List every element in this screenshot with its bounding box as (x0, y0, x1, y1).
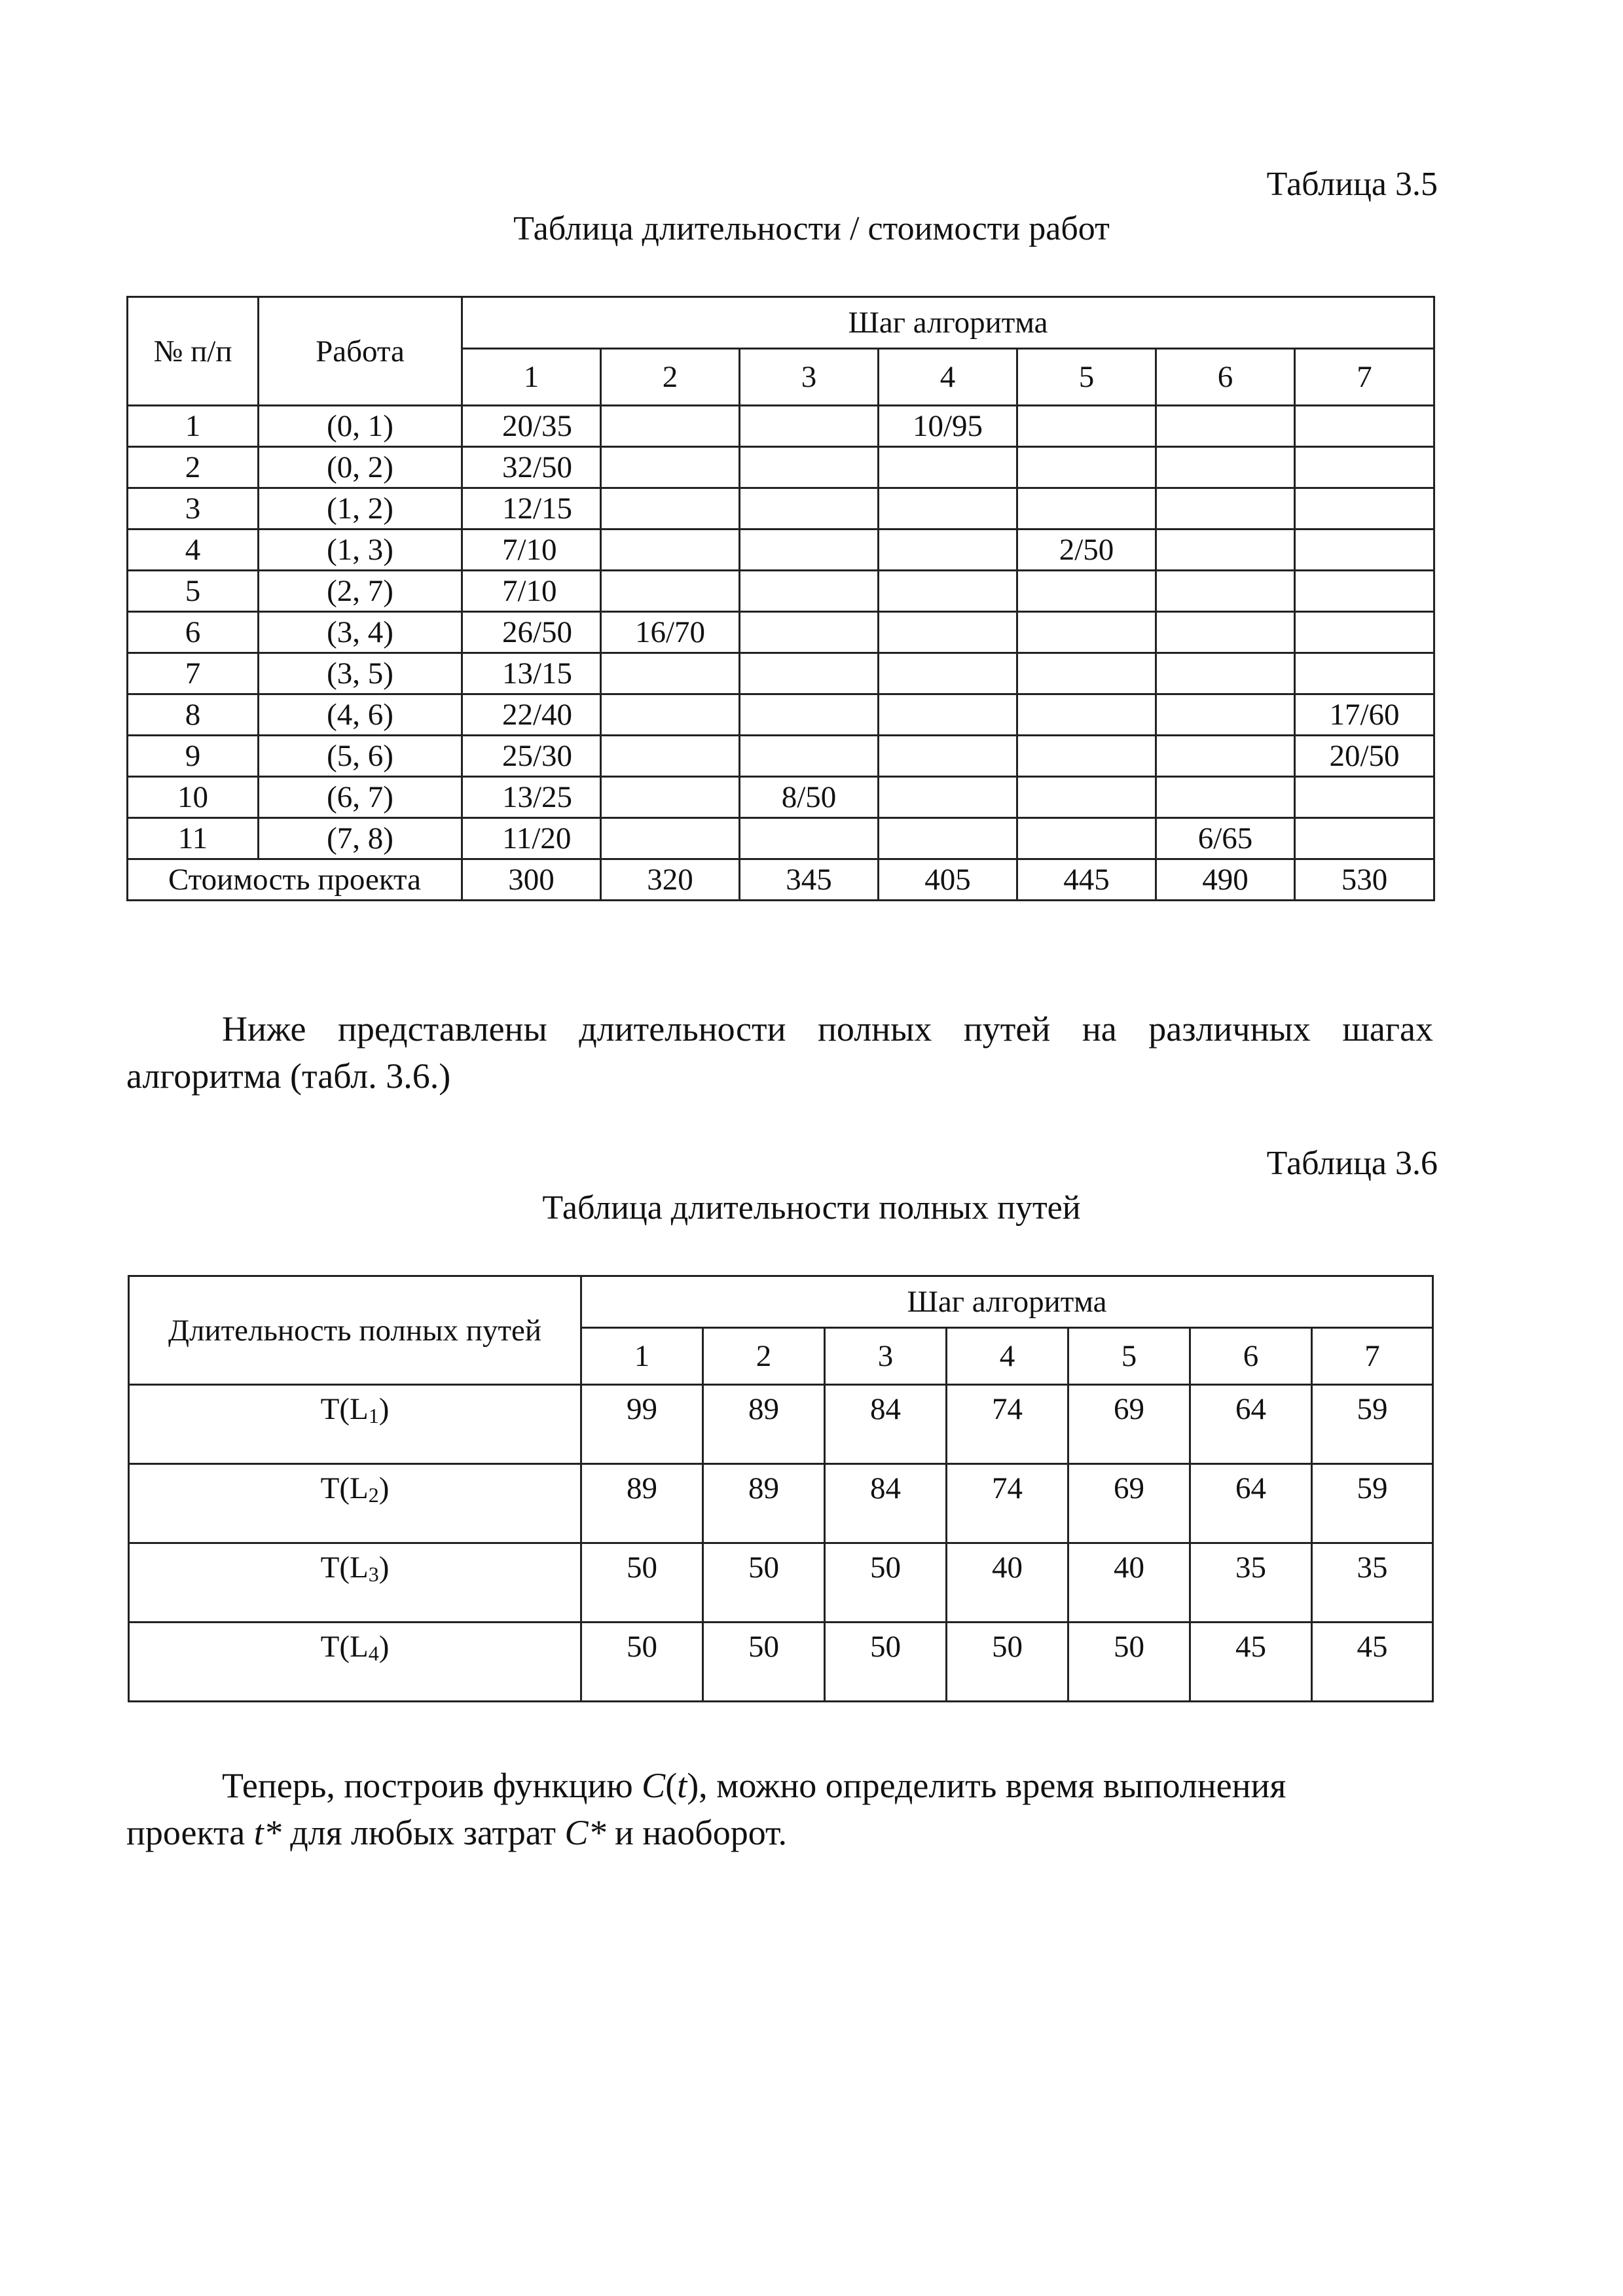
duration-cost-cell: 16/70 (601, 612, 740, 653)
path-label-text: T(L (320, 1551, 369, 1585)
duration-cost-cell (1017, 612, 1156, 653)
function-symbol: C (642, 1766, 666, 1805)
header-algorithm-step: Шаг алгоритма (462, 297, 1434, 349)
step-header: 5 (1017, 349, 1156, 406)
duration-cost-cell: 20/35 (462, 406, 601, 447)
step-header: 4 (947, 1328, 1068, 1385)
duration-cost-cell (1017, 406, 1156, 447)
table-row (128, 612, 1434, 653)
path-duration-cell: 45 (1312, 1623, 1433, 1702)
duration-cost-cell (879, 612, 1017, 653)
duration-cost-cell (601, 818, 740, 859)
paragraph-line (126, 1762, 1433, 1809)
path-duration-cell: 99 (581, 1385, 703, 1464)
duration-cost-cell (1017, 653, 1156, 694)
path-duration-cell: 59 (1312, 1464, 1433, 1543)
row-number: 8 (128, 694, 259, 736)
path-duration-cell: 40 (947, 1543, 1068, 1623)
step-header: 3 (825, 1328, 947, 1385)
table-3-5-caption: Таблица длительности / стоимости работ (513, 210, 1110, 247)
path-index: 1 (368, 1404, 379, 1427)
row-number: 3 (128, 488, 259, 529)
duration-cost-cell (1295, 612, 1434, 653)
row-work: (5, 6) (259, 736, 462, 777)
row-work: (7, 8) (259, 818, 462, 859)
table-3-6 (128, 1275, 1434, 1702)
duration-cost-cell (601, 571, 740, 612)
header-number: № п/п (128, 297, 259, 406)
paragraph-conclusion (126, 1762, 1433, 1856)
table-3-6-caption: Таблица длительности полных путей (542, 1189, 1081, 1227)
duration-cost-cell (740, 406, 879, 447)
header-path-duration: Длительность полных путей (129, 1276, 581, 1385)
path-duration-cell: 50 (825, 1543, 947, 1623)
path-duration-cell: 35 (1190, 1543, 1312, 1623)
duration-cost-cell (1295, 818, 1434, 859)
path-duration-cell: 89 (703, 1385, 825, 1464)
table-row (128, 736, 1434, 777)
path-duration-cell: 64 (1190, 1464, 1312, 1543)
table-row (128, 818, 1434, 859)
table-3-6-body (129, 1385, 1433, 1702)
project-cost-label: Стоимость проекта (128, 859, 462, 901)
duration-cost-cell (1017, 777, 1156, 818)
duration-cost-cell (1295, 447, 1434, 488)
path-duration-cell: 50 (703, 1543, 825, 1623)
row-number: 1 (128, 406, 259, 447)
duration-cost-cell (1295, 571, 1434, 612)
row-work: (0, 1) (259, 406, 462, 447)
duration-cost-cell: 10/95 (879, 406, 1017, 447)
duration-cost-cell (1156, 777, 1295, 818)
duration-cost-cell (740, 653, 879, 694)
duration-cost-cell (601, 488, 740, 529)
step-header: 6 (1156, 349, 1295, 406)
project-cost-value: 530 (1295, 859, 1434, 901)
duration-cost-cell: 20/50 (1295, 736, 1434, 777)
duration-cost-cell: 11/20 (462, 818, 601, 859)
table-row (128, 447, 1434, 488)
duration-cost-cell (601, 406, 740, 447)
duration-cost-cell (879, 694, 1017, 736)
duration-cost-cell (740, 571, 879, 612)
path-label-text: T(L (320, 1471, 369, 1505)
duration-cost-cell (879, 447, 1017, 488)
path-duration-cell: 45 (1190, 1623, 1312, 1702)
duration-cost-cell (740, 447, 879, 488)
project-cost-value: 300 (462, 859, 601, 901)
step-header: 5 (1068, 1328, 1190, 1385)
table-row (128, 571, 1434, 612)
path-duration-cell: 84 (825, 1464, 947, 1543)
duration-cost-cell (1017, 818, 1156, 859)
duration-cost-cell (1295, 488, 1434, 529)
row-number: 11 (128, 818, 259, 859)
step-header: 3 (740, 349, 879, 406)
table-row (128, 653, 1434, 694)
duration-cost-cell: 7/10 (462, 571, 601, 612)
duration-cost-cell (1156, 529, 1295, 571)
path-duration-cell: 69 (1068, 1464, 1190, 1543)
row-work: (1, 2) (259, 488, 462, 529)
duration-cost-cell: 13/25 (462, 777, 601, 818)
duration-cost-cell (740, 736, 879, 777)
duration-cost-cell (879, 571, 1017, 612)
path-duration-cell: 84 (825, 1385, 947, 1464)
duration-cost-cell: 32/50 (462, 447, 601, 488)
table-3-5-body (128, 406, 1434, 859)
duration-cost-cell (601, 447, 740, 488)
duration-cost-cell (1156, 694, 1295, 736)
duration-cost-cell (1295, 406, 1434, 447)
row-number: 5 (128, 571, 259, 612)
path-duration-cell: 74 (947, 1385, 1068, 1464)
duration-cost-cell (740, 612, 879, 653)
path-label (129, 1385, 581, 1464)
project-cost-value: 320 (601, 859, 740, 901)
duration-cost-cell (1156, 406, 1295, 447)
variable-symbol: t (677, 1766, 687, 1805)
duration-cost-cell (879, 818, 1017, 859)
path-duration-cell: 40 (1068, 1543, 1190, 1623)
project-cost-value: 445 (1017, 859, 1156, 901)
project-cost-value: 490 (1156, 859, 1295, 901)
table-row (128, 529, 1434, 571)
duration-cost-cell (601, 777, 740, 818)
duration-cost-cell (740, 694, 879, 736)
path-duration-cell: 35 (1312, 1543, 1433, 1623)
row-work: (4, 6) (259, 694, 462, 736)
duration-cost-cell (1017, 736, 1156, 777)
duration-cost-cell (1156, 653, 1295, 694)
table-row (129, 1543, 1433, 1623)
duration-cost-cell: 17/60 (1295, 694, 1434, 736)
paragraph-text: ), можно определить время выполнения (687, 1766, 1286, 1805)
duration-cost-cell (1156, 571, 1295, 612)
duration-cost-cell: 8/50 (740, 777, 879, 818)
duration-cost-cell (601, 736, 740, 777)
duration-cost-cell: 2/50 (1017, 529, 1156, 571)
path-label-text: ) (378, 1392, 390, 1426)
duration-cost-cell (740, 488, 879, 529)
duration-cost-cell (1295, 777, 1434, 818)
path-duration-cell: 64 (1190, 1385, 1312, 1464)
duration-cost-cell: 26/50 (462, 612, 601, 653)
row-work: (2, 7) (259, 571, 462, 612)
duration-cost-cell (1017, 571, 1156, 612)
step-header: 1 (462, 349, 601, 406)
table-row (128, 406, 1434, 447)
step-header: 7 (1295, 349, 1434, 406)
paragraph-line (126, 1809, 1433, 1856)
duration-cost-cell (879, 736, 1017, 777)
paragraph-paths-intro (126, 1005, 1433, 1100)
path-duration-cell: 50 (1068, 1623, 1190, 1702)
duration-cost-cell: 25/30 (462, 736, 601, 777)
duration-cost-cell (1156, 447, 1295, 488)
path-label (129, 1543, 581, 1623)
row-number: 7 (128, 653, 259, 694)
duration-cost-cell (1295, 653, 1434, 694)
duration-cost-cell (740, 818, 879, 859)
path-label-text: ) (378, 1471, 390, 1505)
duration-cost-cell (879, 653, 1017, 694)
step-header: 2 (703, 1328, 825, 1385)
header-work: Работа (259, 297, 462, 406)
step-header: 6 (1190, 1328, 1312, 1385)
row-number: 6 (128, 612, 259, 653)
table-3-5 (126, 296, 1435, 901)
header-algorithm-step: Шаг алгоритма (581, 1276, 1433, 1328)
table-row (128, 777, 1434, 818)
project-cost-value: 405 (879, 859, 1017, 901)
path-duration-cell: 59 (1312, 1385, 1433, 1464)
duration-cost-cell (1156, 736, 1295, 777)
table-3-5-number: Таблица 3.5 (1266, 166, 1438, 203)
path-duration-cell: 74 (947, 1464, 1068, 1543)
path-duration-cell: 50 (581, 1623, 703, 1702)
duration-cost-cell (879, 488, 1017, 529)
path-label (129, 1464, 581, 1543)
path-duration-cell: 89 (581, 1464, 703, 1543)
path-label-text: ) (378, 1630, 390, 1664)
duration-cost-cell: 13/15 (462, 653, 601, 694)
paragraph-text: и наоборот. (606, 1813, 788, 1852)
row-number: 4 (128, 529, 259, 571)
duration-cost-cell (601, 694, 740, 736)
path-duration-cell: 50 (703, 1623, 825, 1702)
duration-cost-cell: 12/15 (462, 488, 601, 529)
table-row (129, 1464, 1433, 1543)
step-header: 4 (879, 349, 1017, 406)
paragraph-text: ( (665, 1766, 678, 1805)
row-number: 10 (128, 777, 259, 818)
duration-cost-cell (1156, 612, 1295, 653)
variable-symbol: t* (253, 1813, 282, 1852)
duration-cost-cell: 22/40 (462, 694, 601, 736)
path-label (129, 1623, 581, 1702)
path-index: 3 (368, 1562, 379, 1586)
duration-cost-cell: 6/65 (1156, 818, 1295, 859)
table-row (128, 694, 1434, 736)
paragraph-line: алгоритма (табл. 3.6.) (126, 1056, 451, 1096)
paragraph-text: Ниже представлены длительности полных путей на различных шагах (222, 1009, 1433, 1049)
table-row (128, 488, 1434, 529)
path-duration-cell: 50 (581, 1543, 703, 1623)
paragraph-text: для любых затрат (281, 1813, 565, 1852)
path-duration-cell: 69 (1068, 1385, 1190, 1464)
table-row (129, 1385, 1433, 1464)
project-cost-value: 345 (740, 859, 879, 901)
row-work: (3, 4) (259, 612, 462, 653)
step-header: 2 (601, 349, 740, 406)
path-label-text: T(L (320, 1630, 369, 1664)
duration-cost-cell (601, 653, 740, 694)
row-number: 2 (128, 447, 259, 488)
duration-cost-cell (1295, 529, 1434, 571)
paragraph-text: проекта (126, 1813, 254, 1852)
row-work: (0, 2) (259, 447, 462, 488)
duration-cost-cell (740, 529, 879, 571)
path-index: 2 (368, 1483, 379, 1507)
path-duration-cell: 50 (947, 1623, 1068, 1702)
path-index: 4 (368, 1641, 379, 1665)
duration-cost-cell (1017, 694, 1156, 736)
step-header: 1 (581, 1328, 703, 1385)
path-label-text: ) (378, 1551, 390, 1585)
step-header: 7 (1312, 1328, 1433, 1385)
path-duration-cell: 50 (825, 1623, 947, 1702)
duration-cost-cell (1017, 488, 1156, 529)
duration-cost-cell (879, 777, 1017, 818)
table-row (129, 1623, 1433, 1702)
paragraph-text: Теперь, построив функцию (222, 1766, 642, 1805)
table-3-6-number: Таблица 3.6 (1266, 1145, 1438, 1182)
path-duration-cell: 89 (703, 1464, 825, 1543)
duration-cost-cell (1156, 488, 1295, 529)
paragraph-line (126, 1005, 1433, 1052)
row-work: (3, 5) (259, 653, 462, 694)
duration-cost-cell: 7/10 (462, 529, 601, 571)
duration-cost-cell (1017, 447, 1156, 488)
row-work: (1, 3) (259, 529, 462, 571)
row-number: 9 (128, 736, 259, 777)
variable-symbol: C* (564, 1813, 606, 1852)
path-label-text: T(L (320, 1392, 369, 1426)
duration-cost-cell (879, 529, 1017, 571)
duration-cost-cell (601, 529, 740, 571)
row-work: (6, 7) (259, 777, 462, 818)
